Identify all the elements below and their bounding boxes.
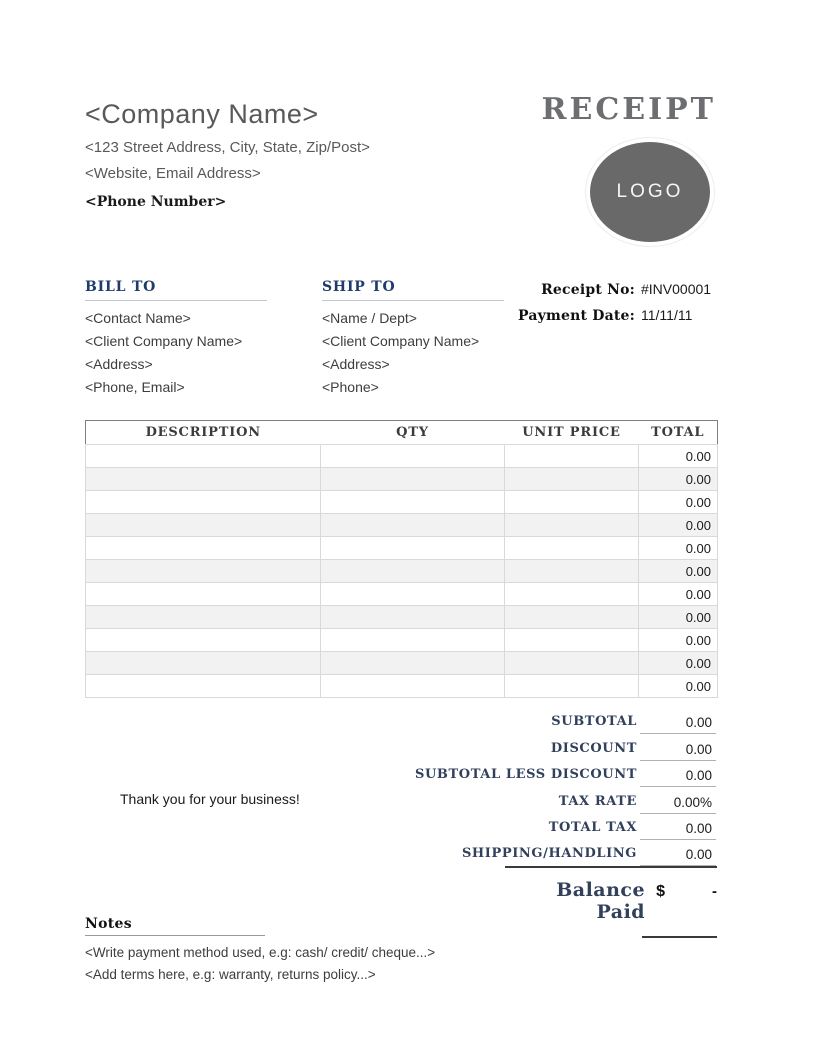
logo-placeholder-text: LOGO [616,181,684,202]
item-unit-price-cell [505,537,639,560]
item-unit-price-cell [505,652,639,675]
header-total: TOTAL [639,421,718,445]
summary-label: SUBTOTAL [551,714,637,730]
item-total-cell: 0.00 [639,560,718,583]
summary-value: 0.00 [640,821,716,840]
company-phone: <Phone Number> [85,194,227,210]
item-row [86,652,718,675]
balance-underline [642,936,717,938]
header-unit-price: UNIT PRICE [505,421,639,445]
item-qty-cell [321,629,505,652]
item-description-cell [86,468,321,491]
item-unit-price-cell [505,583,639,606]
bill-to-phone-email: <Phone, Email> [85,379,185,395]
item-total-cell: 0.00 [639,537,718,560]
summary-value: 0.00% [640,795,716,814]
item-description-cell [86,652,321,675]
item-description-cell [86,514,321,537]
notes-label: Notes [85,916,265,936]
item-row [86,468,718,491]
item-qty-cell [321,491,505,514]
receipt-no-row [508,281,718,298]
item-description-cell [86,606,321,629]
item-description-cell [86,583,321,606]
summary-row [85,734,716,760]
summary-value: 0.00 [640,768,716,787]
item-unit-price-cell [505,675,639,698]
balance-paid-label: Balance Paid [556,879,646,923]
item-row [86,537,718,560]
ship-to-lines [322,307,504,399]
item-qty-cell [321,445,505,468]
thank-you-message: Thank you for your business! [120,791,300,807]
summary-value: 0.00 [640,742,716,761]
item-description-cell [86,629,321,652]
items-table [85,420,718,698]
receipt-no-label: Receipt No: [541,282,635,298]
bill-to-contact-name: <Contact Name> [85,310,191,326]
item-total-cell: 0.00 [639,445,718,468]
summary-row [85,761,716,787]
item-row [86,514,718,537]
bill-to-address: <Address> [85,356,153,372]
item-description-cell [86,445,321,468]
ship-to-name-dept: <Name / Dept> [322,310,417,326]
item-total-cell: 0.00 [639,652,718,675]
summary-row [85,840,716,866]
company-website-email: <Website, Email Address> [85,165,261,182]
ship-to-label: SHIP TO [322,279,504,301]
item-row [86,583,718,606]
item-total-cell: 0.00 [639,675,718,698]
item-description-cell [86,560,321,583]
item-row [86,675,718,698]
company-name: <Company Name> [85,99,319,129]
items-table-header [86,421,718,445]
item-unit-price-cell [505,629,639,652]
notes-section [85,916,505,985]
company-address: <123 Street Address, City, State, Zip/Post> [85,139,370,156]
notes-lines [85,942,505,985]
item-description-cell [86,537,321,560]
item-unit-price-cell [505,606,639,629]
ship-to-client-company: <Client Company Name> [322,333,480,349]
payment-date-row [508,307,718,324]
item-unit-price-cell [505,514,639,537]
header-description: DESCRIPTION [86,421,321,445]
payment-date-value: 11/11/11 [641,307,693,323]
balance-paid-section [505,866,717,938]
company-header [85,98,525,210]
item-qty-cell [321,606,505,629]
item-row [86,560,718,583]
item-description-cell [86,675,321,698]
notes-payment-method: <Write payment method used, e.g: cash/ credit/ cheque...> [85,945,436,960]
item-qty-cell [321,652,505,675]
ship-to-section [322,279,504,399]
item-row [86,491,718,514]
items-table-body [86,445,718,698]
payment-date-label: Payment Date: [518,308,635,324]
summary-row [85,708,716,734]
item-total-cell: 0.00 [639,629,718,652]
bill-to-client-company: <Client Company Name> [85,333,243,349]
summary-value: 0.00 [640,715,716,734]
item-unit-price-cell [505,445,639,468]
balance-paid-value: - [712,883,717,900]
summary-row [85,814,716,840]
item-qty-cell [321,514,505,537]
item-qty-cell [321,468,505,491]
item-row [86,606,718,629]
company-logo [590,142,710,242]
summary-value: 0.00 [640,847,716,866]
summary-label: TOTAL TAX [548,819,637,835]
item-qty-cell [321,537,505,560]
item-total-cell: 0.00 [639,583,718,606]
item-qty-cell [321,583,505,606]
item-unit-price-cell [505,560,639,583]
ship-to-address: <Address> [322,356,390,372]
header-qty: QTY [321,421,505,445]
summary-label: SHIPPING/HANDLING [461,846,637,862]
ship-to-phone: <Phone> [322,379,379,395]
currency-symbol: $ [656,883,665,900]
bill-to-label: BILL TO [85,279,267,301]
notes-terms: <Add terms here, e.g: warranty, returns policy...> [85,966,376,982]
summary-label: SUBTOTAL LESS DISCOUNT [415,767,637,783]
bill-to-lines [85,307,267,399]
summary-section [85,708,716,866]
summary-label: TAX RATE [558,793,637,809]
item-total-cell: 0.00 [639,468,718,491]
item-total-cell: 0.00 [639,514,718,537]
bill-to-section [85,279,267,399]
summary-label: DISCOUNT [550,740,637,756]
receipt-meta [508,281,718,333]
item-row [86,445,718,468]
item-qty-cell [321,675,505,698]
item-description-cell [86,491,321,514]
item-unit-price-cell [505,491,639,514]
receipt-no-value: #INV00001 [641,281,712,297]
item-unit-price-cell [505,468,639,491]
item-qty-cell [321,560,505,583]
balance-paid-row [505,868,717,923]
receipt-title: RECEIPT [541,92,716,127]
item-total-cell: 0.00 [639,606,718,629]
item-total-cell: 0.00 [639,491,718,514]
item-row [86,629,718,652]
items-header-row [86,421,718,445]
